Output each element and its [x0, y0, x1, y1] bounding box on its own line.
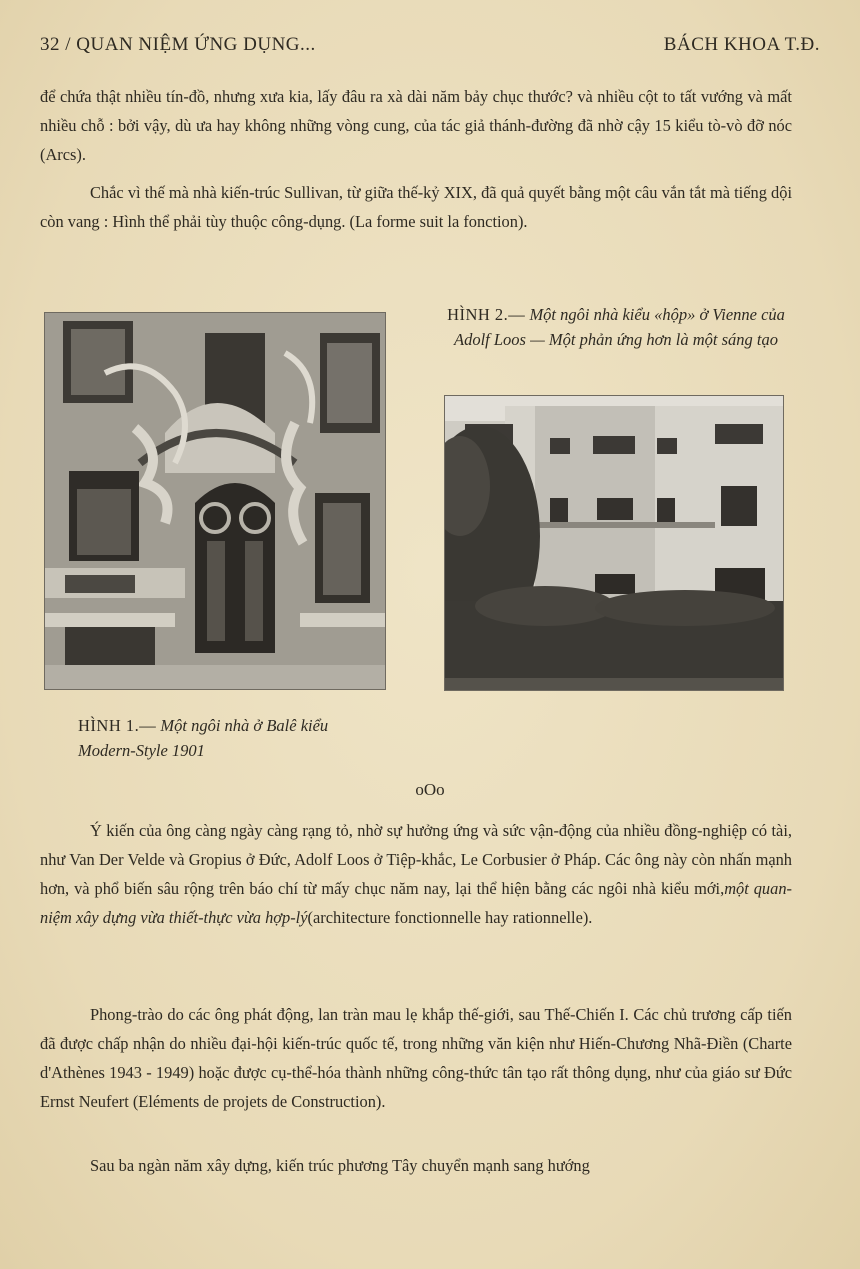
figure-1-caption [78, 713, 378, 763]
paragraph-3-italic: một quan-niệm xây dựng vừa thiết-thực vừa hợp-lý [40, 879, 792, 927]
paragraph-2: Chắc vì thế mà nhà kiến-trúc Sullivan, từ giữa thế-kỷ XIX, đã quả quyết bằng một câu vắn tắt mà tiếng dội còn vang : Hình thể phải tùy thuộc công-dụng. (La forme suit la fonction). [40, 183, 792, 231]
paragraph-3-text: Ý kiến của ông càng ngày càng rạng tỏ, nhờ sự hưởng ứng và sức vận-động của nhiều đồng-nghiệp có tài, như Van Der Velde và Gropius ở Đức, Adolf Loos ở Tiệp-khắc, Le Corbusier ở Pháp. Các ông này còn nhấn mạnh hơn, và phổ biến sâu rộng trên báo chí từ mấy chục năm nay, lại thể hiện bằng các ngôi nhà kiểu mới, [40, 821, 792, 898]
figure-1-photo [44, 312, 386, 690]
paragraph-1: để chứa thật nhiều tín-đồ, nhưng xưa kia, lấy đâu ra xà dài năm bảy chục thước? và nhiều cột to tất vướng và mất nhiều chỗ : bởi vậy, dù ưa hay không những vòng cung, của tác giả thánh-đường đã nhờ cậy 15 kiểu tò-vò đỡ nóc (Arcs). [40, 87, 792, 164]
modern-style-building-image [45, 313, 385, 689]
figure-1-caption-text: Một ngôi nhà ở Balê kiểu Modern-Style 1901 [78, 716, 329, 760]
figure-2-label: HÌNH 2.— [447, 305, 526, 324]
figure-2-caption [440, 302, 792, 352]
paragraph-5: Sau ba ngàn năm xây dựng, kiến trúc phương Tây chuyển mạnh sang hướng [90, 1156, 590, 1175]
section-separator: oOo [415, 780, 445, 799]
paragraph-4: Phong-trào do các ông phát động, lan tràn mau lẹ khắp thế-giới, sau Thế-Chiến I. Các chủ trương cấp tiến đã được chấp nhận do nhiều đại-hội kiến-trúc quốc tế, trong những văn kiện như Hiến-Chương Nhã-Điền (Charte d'Athènes 1943 - 1949) hoặc được cụ-thể-hóa thành những công-thức tân tạo rất thông dụng, như của giáo sư Đức Ernst Neufert (Eléments de projets de Construction). [40, 1005, 792, 1111]
page-header [40, 34, 820, 62]
figure-2-caption-text: Một ngôi nhà kiểu «hộp» ở Vienne của Adolf Loos — Một phản ứng hơn là một sáng tạo [454, 305, 785, 349]
header-publication: BÁCH KHOA T.Đ. [663, 34, 820, 55]
figure-1-label: HÌNH 1.— [78, 716, 157, 735]
paragraph-3-tail: (architecture fonctionnelle hay rationnelle). [307, 908, 593, 927]
figure-2-photo [444, 395, 784, 691]
paragraph-3 [40, 816, 792, 932]
header-title: 32 / QUAN NIỆM ỨNG DỤNG... [40, 34, 316, 55]
box-house-image [445, 396, 783, 690]
